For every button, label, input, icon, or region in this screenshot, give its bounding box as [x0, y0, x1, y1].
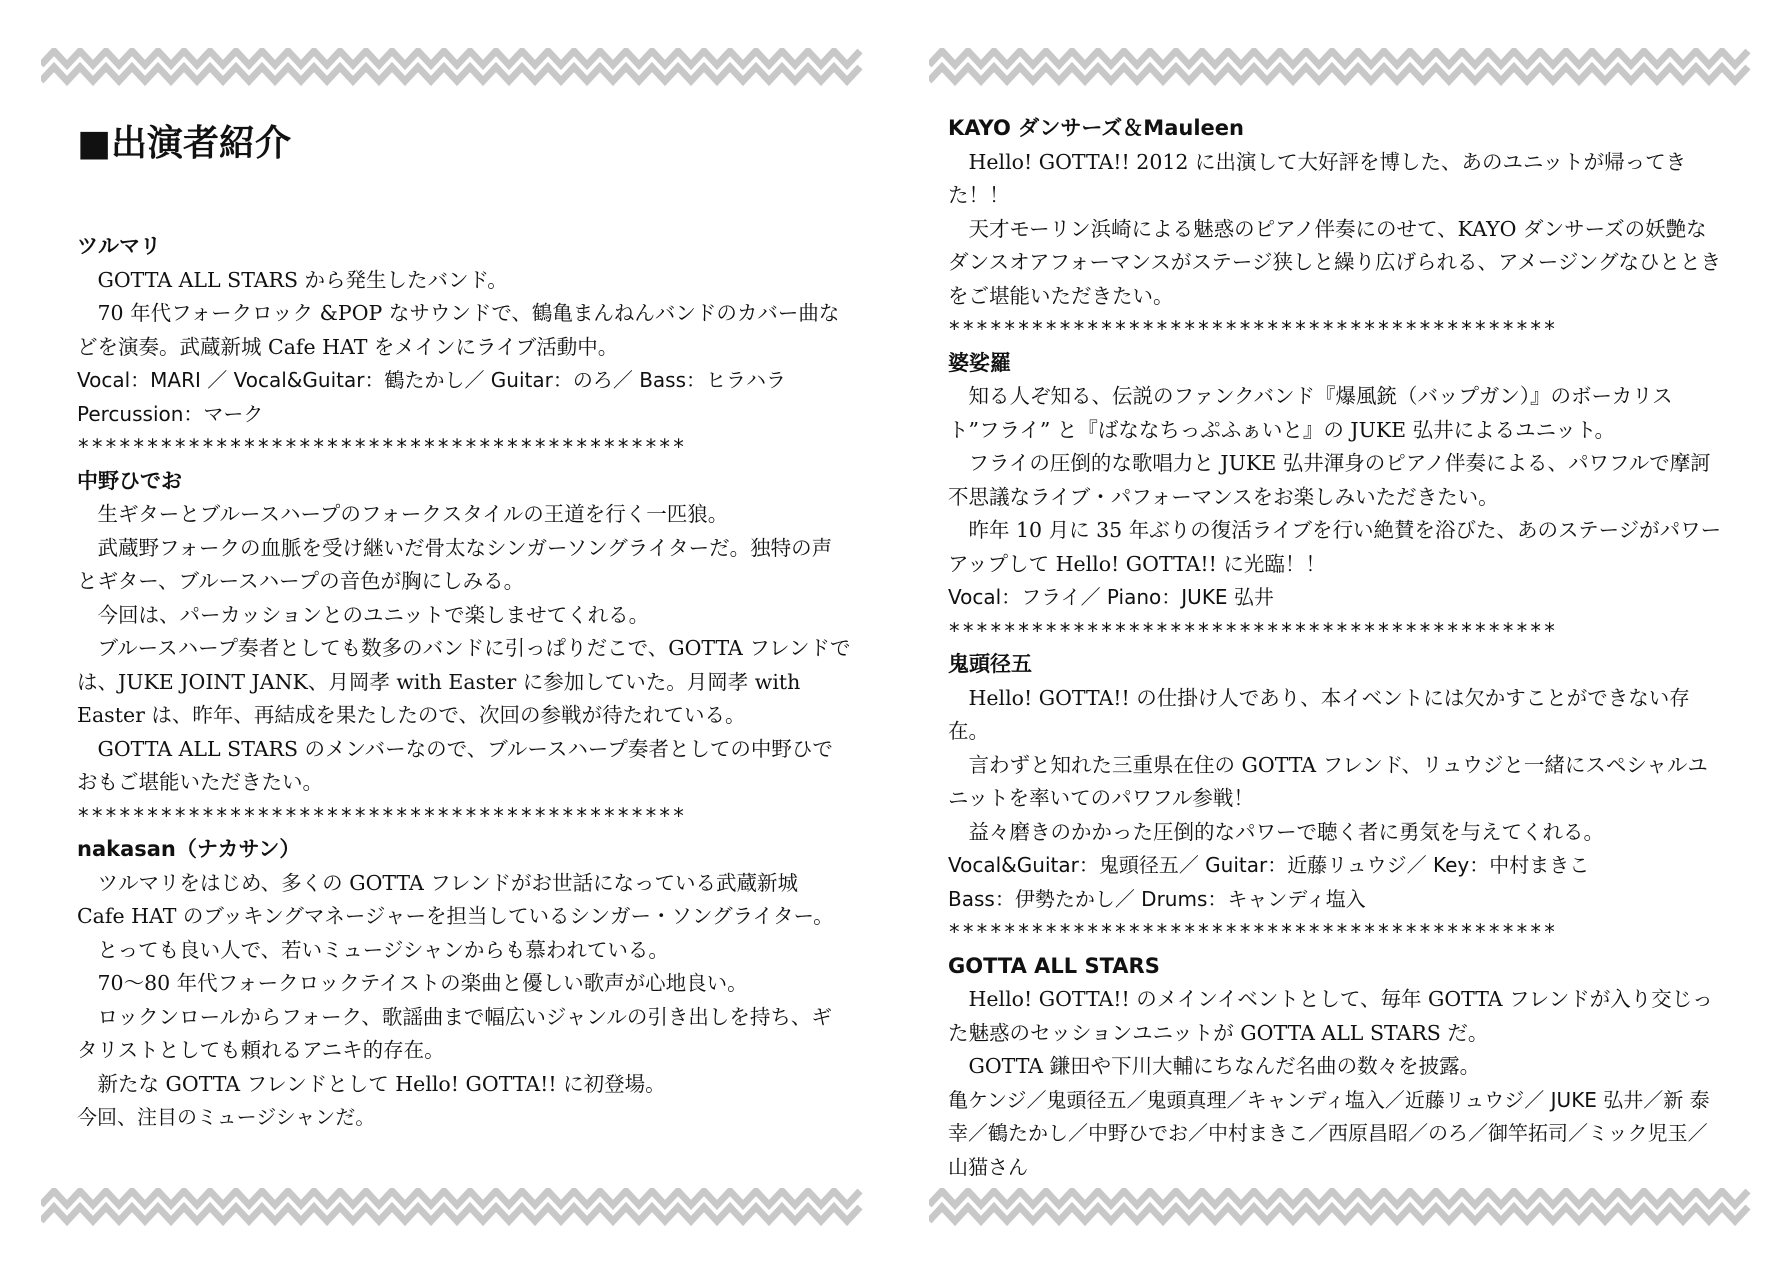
- left-performer-section: [77, 833, 852, 1135]
- performer-credit: Vocal：フライ／ Piano：JUKE 弘井: [948, 585, 1274, 609]
- performer-credit: 亀ケンジ／鬼頭径五／鬼頭真理／キャンディ塩入／近藤リュウジ／ JUKE 弘井／新 泰幸／鶴たかし／中野ひでお／中村まきこ／西原昌昭／のろ／御竿拓司／ミック児玉／山猫さん: [948, 1087, 1710, 1179]
- zigzag-border-top-left: [41, 48, 865, 92]
- right-performer-section: [948, 648, 1723, 916]
- performer-name: 鬼頭径五: [948, 652, 1032, 676]
- performer-credit: Bass：伊勢たかし／ Drums：キャンディ塩入: [948, 886, 1366, 911]
- performer-credit: 今回、注目のミュージシャンだ。: [77, 1105, 376, 1129]
- right-page: [948, 112, 1723, 1184]
- performer-description: 生ギターとブルースハープのフォークスタイルの王道を行く一匹狼。: [97, 502, 729, 526]
- performer-description: Hello! GOTTA!! 2012 に出演して大好評を博した、あのユニットが帰ってきた！！: [948, 149, 1687, 207]
- performer-description: ロックンロールからフォーク、歌謡曲まで幅広いジャンルの引き出しを持ち、ギタリストとしても頼れるアニキ的存在。: [77, 1004, 832, 1062]
- section-separator: ********************************************: [77, 435, 687, 459]
- performer-description: 今回は、パーカッションとのユニットで楽しませてくれる。: [97, 602, 650, 627]
- performer-name: 婆娑羅: [948, 350, 1011, 375]
- zigzag-border-top-right: [929, 48, 1753, 92]
- right-performer-list: [948, 112, 1723, 1184]
- zigzag-border-bottom-left: [41, 1188, 865, 1232]
- left-performer-list: [77, 230, 852, 1135]
- performer-description: フライの圧倒的な歌唱力と JUKE 弘井渾身のピアノ伴奏による、パワフルで摩訶不思議なライブ・パフォーマンスをお楽しみいただきたい。: [948, 451, 1711, 509]
- performer-name: ツルマリ: [77, 234, 161, 258]
- zigzag-border-bottom-right: [929, 1188, 1753, 1232]
- right-performer-section: [948, 950, 1723, 1185]
- section-separator: ********************************************: [948, 317, 1558, 341]
- performer-description: ツルマリをはじめ、多くの GOTTA フレンドがお世話になっている武蔵新城 Cafe HAT のブッキングマネージャーを担当しているシンガー・ソングライター。: [77, 870, 834, 928]
- performer-description: 新たな GOTTA フレンドとして Hello! GOTTA!! に初登場。: [97, 1071, 666, 1096]
- performer-description: 70 年代フォークロック &POP なサウンドで、鶴亀まんねんバンドのカバー曲などを演奏。武蔵新城 Cafe HAT をメインにライブ活動中。: [77, 301, 840, 359]
- section-separator: ********************************************: [948, 618, 1558, 643]
- performer-description: Hello! GOTTA!! の仕掛け人であり、本イベントには欠かすことができない存在。: [948, 685, 1690, 743]
- performer-description: GOTTA 鎌田や下川大輔にちなんだ名曲の数々を披露。: [968, 1054, 1481, 1078]
- left-performer-section: [77, 465, 852, 800]
- performer-name: nakasan（ナカサン）: [77, 837, 301, 861]
- performer-credit: Vocal&Guitar：鬼頭径五／ Guitar：近藤リュウジ／ Key：中村まきこ: [948, 853, 1590, 877]
- performer-description: GOTTA ALL STARS から発生したバンド。: [97, 267, 508, 292]
- performer-description: Hello! GOTTA!! のメインイベントとして、毎年 GOTTA フレンドが入り交じった魅惑のセッションユニットが GOTTA ALL STARS だ。: [948, 987, 1713, 1045]
- performer-description: ブルースハープ奏者としても数多のバンドに引っぱりだこで、GOTTA フレンドでは、JUKE JOINT JANK、月岡孝 with Easter に参加していた。月岡孝 with Easter は、昨年、再結成を果たしたので、次回の参戦が待たれている。: [77, 636, 851, 727]
- section-separator: ********************************************: [948, 920, 1558, 944]
- performer-description: 武蔵野フォークの血脈を受け継いだ骨太なシンガーソングライターだ。独特の声とギター、ブルースハープの音色が胸にしみる。: [77, 535, 833, 593]
- performer-name: 中野ひでお: [77, 468, 182, 493]
- performer-description: GOTTA ALL STARS のメンバーなので、ブルースハープ奏者としての中野ひでおもご堪能いただきたい。: [77, 736, 833, 794]
- performer-description: 言わずと知れた三重県在住の GOTTA フレンド、リュウジと一緒にスペシャルユニットを率いてのパワフル参戦！: [948, 752, 1708, 810]
- right-performer-section: [948, 347, 1723, 615]
- performer-description: 知る人ぞ知る、伝説のファンクバンド『爆風銃（バップガン）』のボーカリスト”フライ” と『ばななちっぷふぁいと』の JUKE 弘井によるユニット。: [948, 384, 1673, 442]
- performer-description: とっても良い人で、若いミュージシャンからも慕われている。: [97, 937, 669, 962]
- performer-description: 昨年 10 月に 35 年ぶりの復活ライブを行い絶賛を浴びた、あのステージがパワーアップして Hello! GOTTA!! に光臨！！: [948, 518, 1722, 576]
- section-separator: ********************************************: [77, 803, 687, 828]
- performer-description: 益々磨きのかかった圧倒的なパワーで聴く者に勇気を与えてくれる。: [968, 819, 1604, 844]
- left-performer-section: [77, 230, 852, 431]
- performer-credit: Vocal：MARI ／ Vocal&Guitar：鶴たかし／ Guitar：のろ／ Bass：ヒラハラ: [77, 368, 787, 392]
- performer-credit: Percussion：マーク: [77, 401, 264, 426]
- page-heading: ■出演者紹介: [77, 123, 292, 164]
- performer-description: 70〜80 年代フォークロックテイストの楽曲と優しい歌声が心地良い。: [97, 971, 748, 995]
- performer-name: GOTTA ALL STARS: [948, 953, 1160, 978]
- performer-description: 天才モーリン浜崎による魅惑のピアノ伴奏にのせて、KAYO ダンサーズの妖艶なダンスオアフォーマンスがステージ狭しと繰り広げられる、アメージングなひとときをご堪能いただきたい。: [948, 216, 1721, 308]
- right-performer-section: [948, 112, 1723, 313]
- performer-name: KAYO ダンサーズ＆Mauleen: [948, 116, 1244, 140]
- left-page: [77, 104, 852, 1135]
